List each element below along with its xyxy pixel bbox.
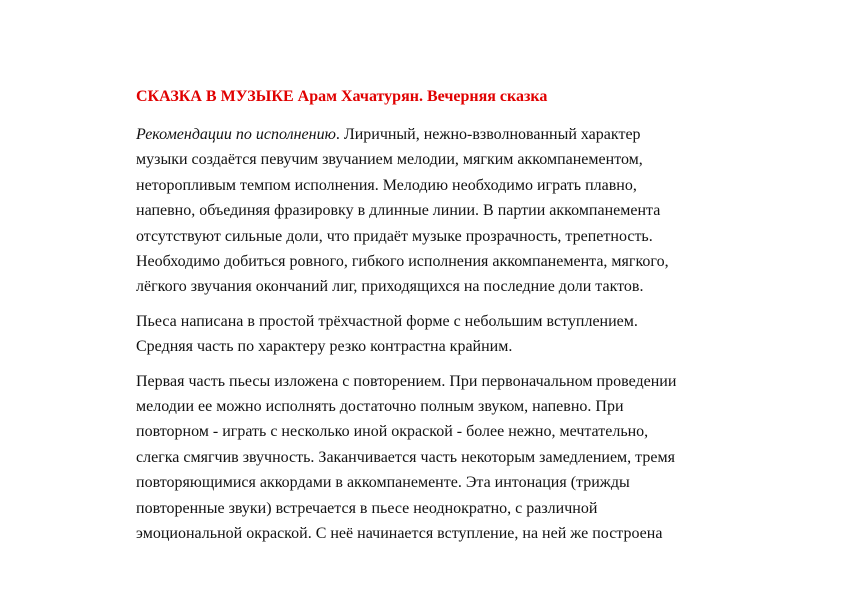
text-line: музыки создаётся певучим звучанием мелодии, мягким аккомпанементом, xyxy=(136,151,643,169)
document-title: СКАЗКА В МУЗЫКЕ Арам Хачатурян. Вечерняя сказка xyxy=(136,88,548,105)
text-line: Пьеса написана в простой трёхчастной форме с небольшим вступлением. xyxy=(136,312,638,330)
text-line: эмоциональной окраской. С неё начинается вступление, на ней же построена xyxy=(136,525,663,543)
text-line: неторопливым темпом исполнения. Мелодию необходимо играть плавно, xyxy=(136,176,637,194)
paragraph-recommendations xyxy=(136,122,748,300)
text-line: отсутствуют сильные доли, что придаёт музыке прозрачность, трепетность. xyxy=(136,227,653,245)
text-line: повторном - играть с несколько иной окраской - более нежно, мечтательно, xyxy=(136,423,649,441)
text-line: слегка смягчив звучность. Заканчивается часть некоторым замедлением, тремя xyxy=(136,448,675,466)
text-line: Средняя часть по характеру резко контрастна крайним. xyxy=(136,338,513,356)
text-line: мелодии ее можно исполнять достаточно полным звуком, напевно. При xyxy=(136,398,624,416)
text-line: лёгкого звучания окончаний лиг, приходящихся на последние доли тактов. xyxy=(136,278,644,296)
italic-lead: Рекомендации по исполнению xyxy=(136,126,336,143)
text-line: повторяющимися аккордами в аккомпанементе. Эта интонация (трижды xyxy=(136,474,630,492)
text-line xyxy=(136,122,748,147)
paragraph-first-part xyxy=(136,369,748,547)
text-line: Первая часть пьесы изложена с повторением. При первоначальном проведении xyxy=(136,372,677,390)
text-line: повторенные звуки) встречается в пьесе неоднократно, с различной xyxy=(136,499,598,517)
document-page xyxy=(136,87,748,556)
text-line: напевно, объединяя фразировку в длинные линии. В партии аккомпанемента xyxy=(136,202,661,220)
paragraph-form xyxy=(136,309,748,360)
text-line: Необходимо добиться ровного, гибкого исполнения аккомпанемента, мягкого, xyxy=(136,253,669,271)
lead-rest: . Лиричный, нежно-взволнованный характер xyxy=(335,126,641,143)
